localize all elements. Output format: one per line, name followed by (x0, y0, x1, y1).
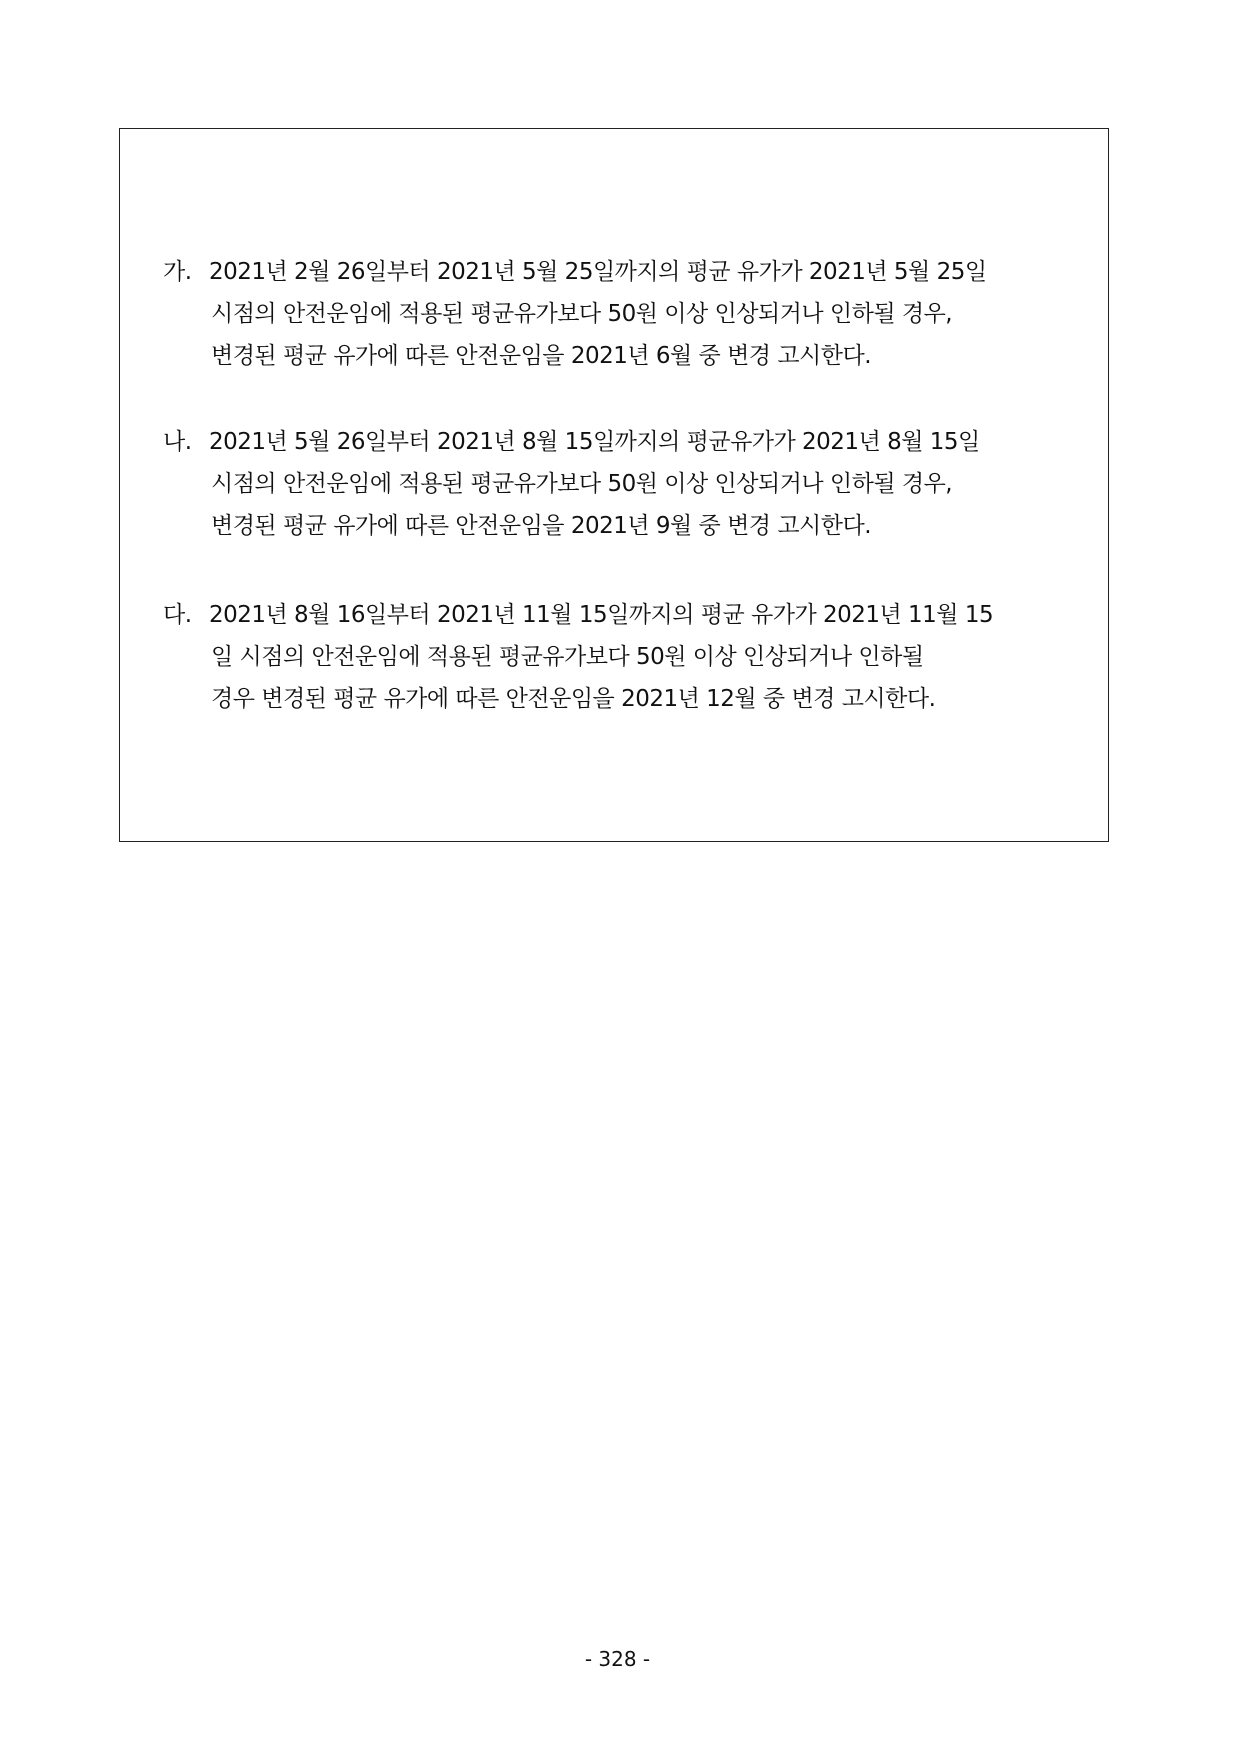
item-marker: 나. (163, 429, 192, 455)
notice-item-da (163, 594, 1103, 720)
notice-item-na (163, 421, 1103, 547)
page-number: - 328 - (584, 1647, 651, 1671)
item-marker: 가. (163, 259, 192, 285)
item-marker: 다. (163, 602, 192, 628)
item-text: 2021년 5월 26일부터 2021년 8월 15일까지의 평균유가가 2021년 8월 15일 (209, 429, 980, 455)
item-text: 시점의 안전운임에 적용된 평균유가보다 50원 이상 인상되거나 인하될 경우, (211, 471, 953, 497)
item-text: 2021년 2월 26일부터 2021년 5월 25일까지의 평균 유가가 2021년 5월 25일 (209, 259, 987, 285)
notice-item-ga (163, 251, 1103, 377)
item-first-line (163, 421, 1103, 463)
item-text: 일 시점의 안전운임에 적용된 평균유가보다 50원 이상 인상되거나 인하될 (211, 644, 924, 670)
item-text: 경우 변경된 평균 유가에 따른 안전운임을 2021년 12월 중 변경 고시한다. (211, 686, 936, 712)
item-text: 변경된 평균 유가에 따른 안전운임을 2021년 9월 중 변경 고시한다. (211, 513, 872, 539)
item-first-line (163, 251, 1103, 293)
item-text: 2021년 8월 16일부터 2021년 11월 15일까지의 평균 유가가 2021년 11월 15 (209, 602, 994, 628)
item-text: 시점의 안전운임에 적용된 평균유가보다 50원 이상 인상되거나 인하될 경우, (211, 301, 953, 327)
item-first-line (163, 594, 1103, 636)
item-text: 변경된 평균 유가에 따른 안전운임을 2021년 6월 중 변경 고시한다. (211, 343, 872, 369)
